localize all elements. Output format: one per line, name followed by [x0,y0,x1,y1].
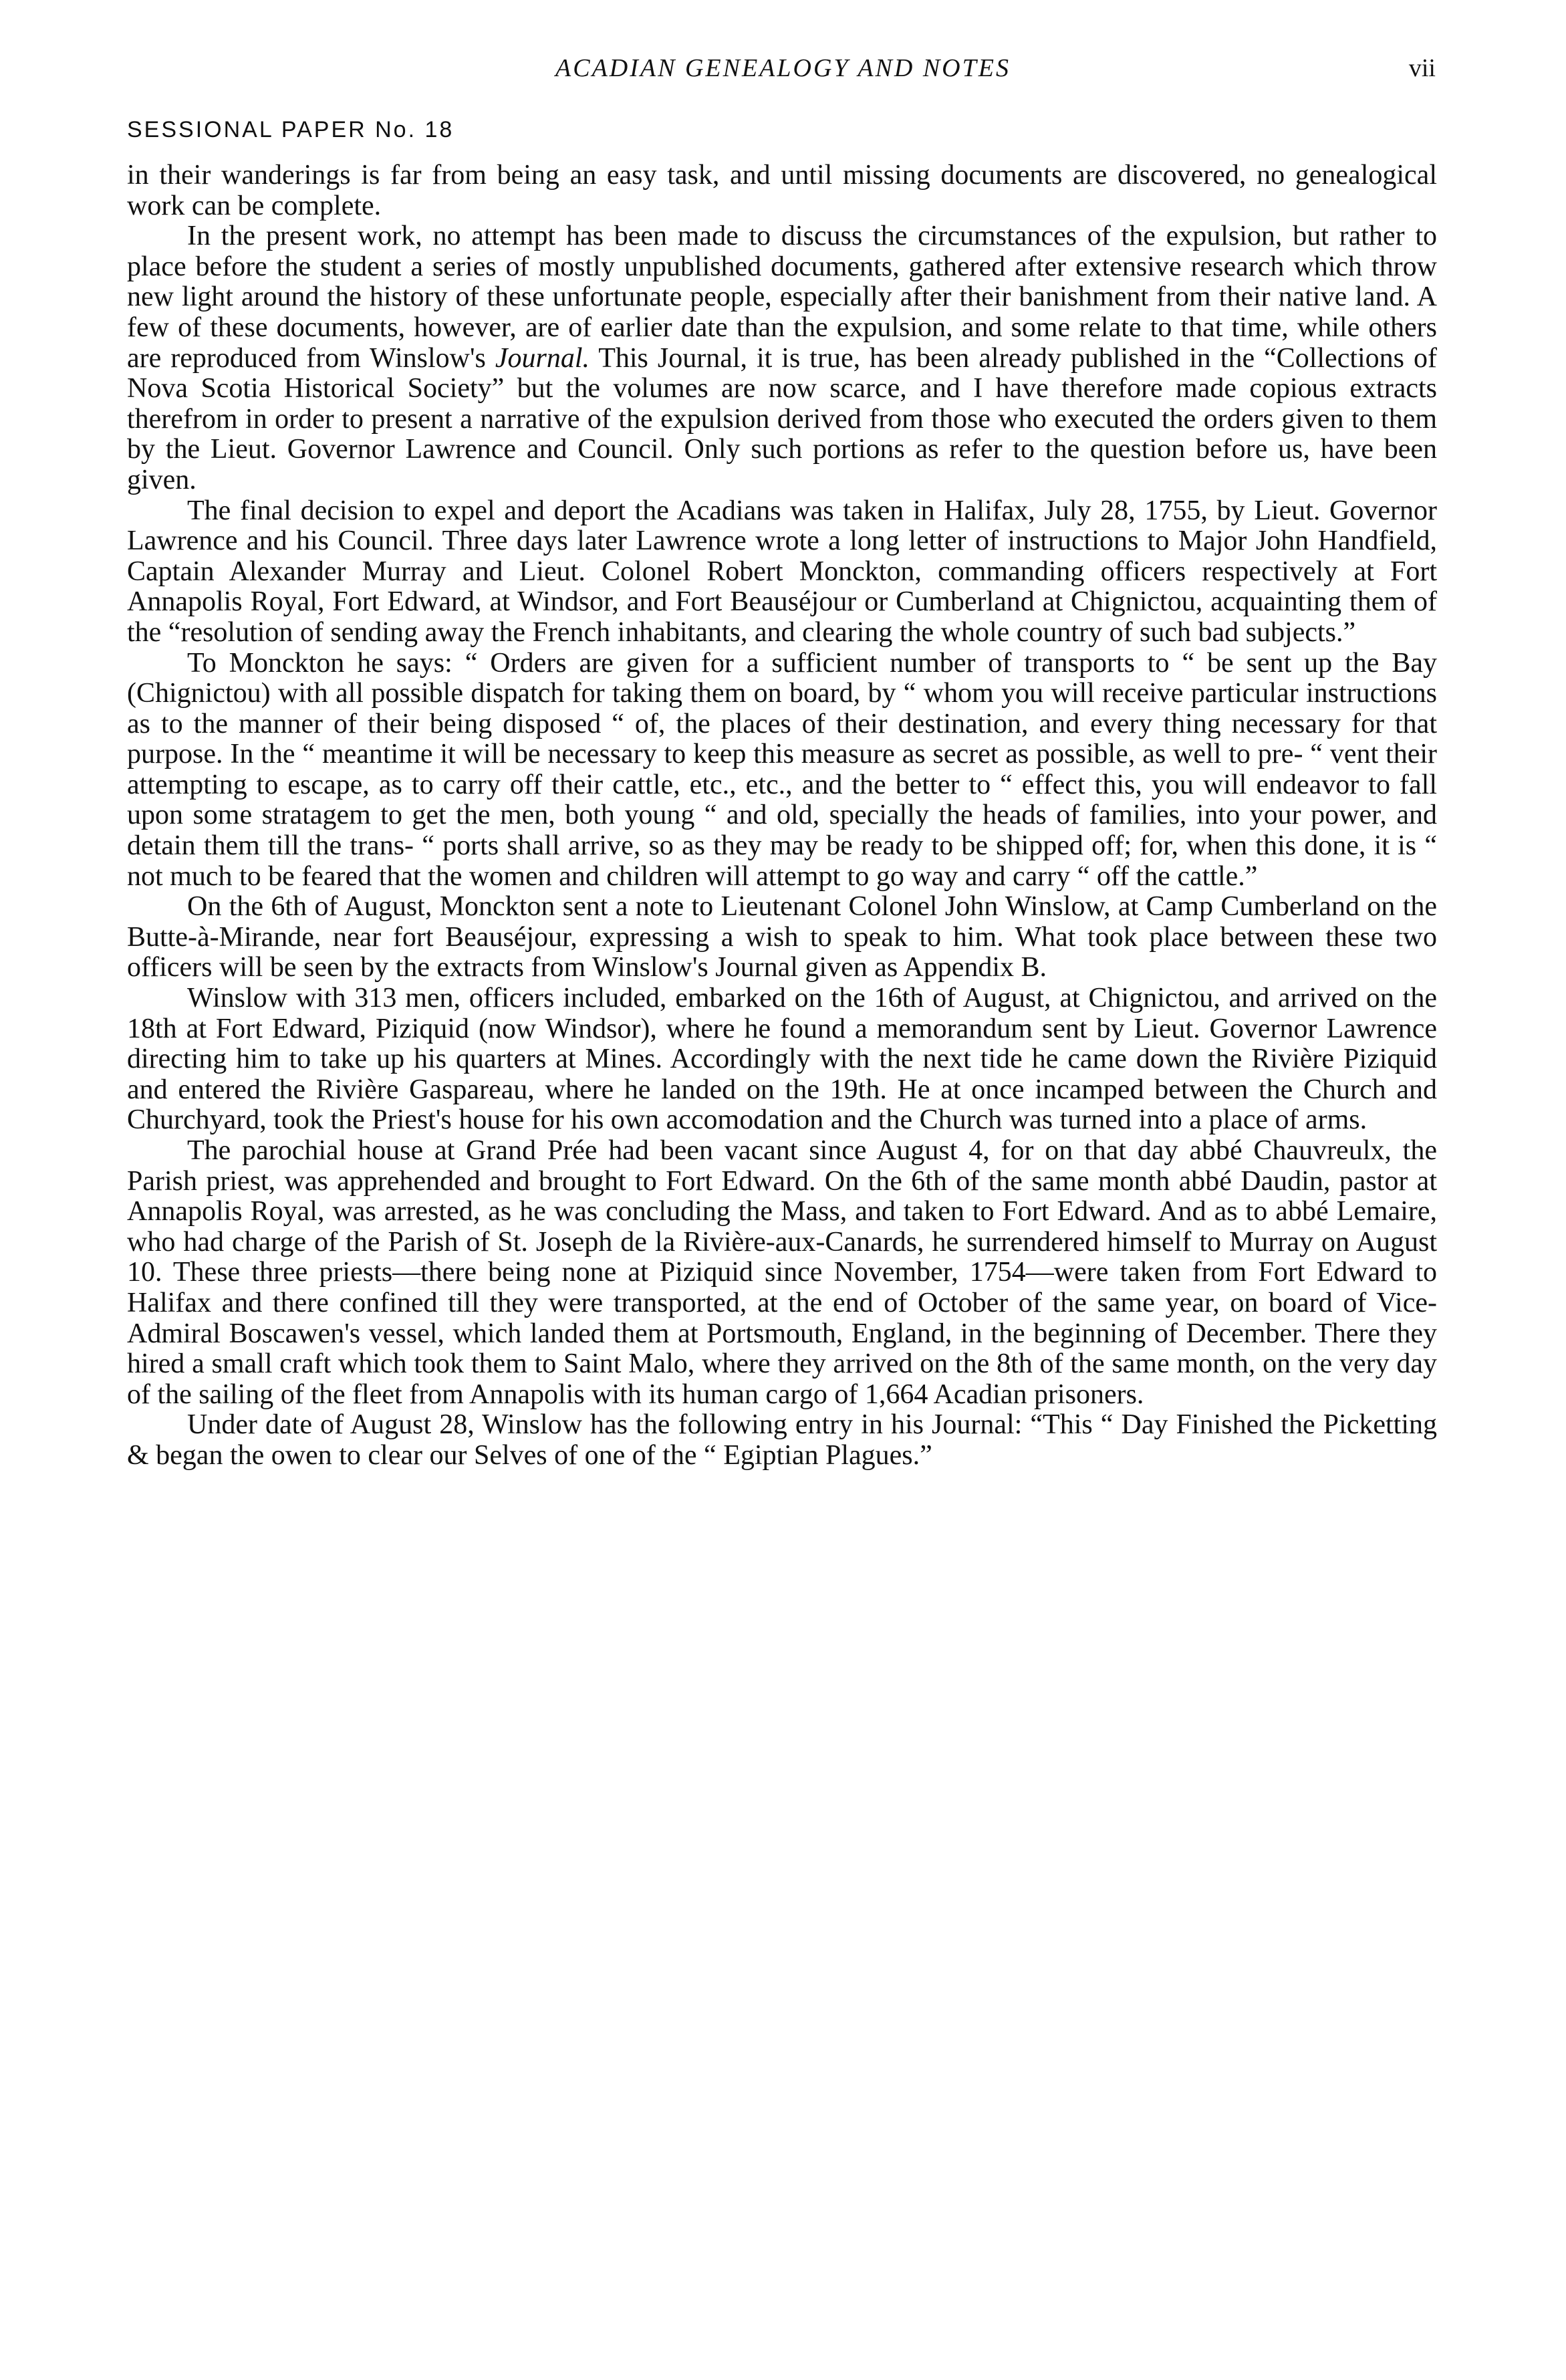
paragraph-final-decision: The final decision to expel and deport the Acadians was taken in Halifax, July 28, 1755, by Lieut. Governor Lawrence and his Council. Three days later Lawrence wrote a long letter of instructions to Major John Handfield, Captain Alexander Murray and Lieut. Colonel Robert Monckton, commanding officers respectively at Fort Annapolis Royal, Fort Edward, at Windsor, and Fort Beauséjour or Cumberland at Chignictou, acquainting them of the “resolution of sending away the French inhabitants, and clearing the whole country of such bad subjects.” [127,495,1437,648]
paragraph-august-6: On the 6th of August, Monckton sent a note to Lieutenant Colonel John Winslow, at Camp Cumberland on the Butte-à-Mirande, near fort Beauséjour, expressing a wish to speak to him. What took place between these two officers will be seen by the extracts from Winslow's Journal given as Appendix B. [127,891,1437,983]
paragraph-text: This Journal, it is true, has been already published in the “Collections of Nova Scotia Historical Society” but the volumes are now scarce, and I have therefore made copious extracts therefrom in order to present a narrative of the expulsion derived from those who executed the orders given to them by the Lieut. Governor Lawrence and Council. Only such portions as refer to the question before us, have been given. [127,342,1437,495]
sessional-paper-label: SESSIONAL PAPER No. 18 [127,117,454,142]
paragraph-continuation: in their wanderings is far from being an easy task, and until missing documents are discovered, no genealogical work can be complete. [127,160,1437,221]
paragraph-parochial-house: The parochial house at Grand Prée had been vacant since August 4, for on that day abbé Chauvreulx, the Parish priest, was apprehended and brought to Fort Edward. On the 6th of the same month abbé Daudin, pastor at Annapolis Royal, was arrested, as he was concluding the Mass, and taken to Fort Edward. And as to abbé Lemaire, who had charge of the Parish of St. Joseph de la Rivière-aux-Canards, he surrendered himself to Murray on August 10. These three priests—there being none at Piziquid since November, 1754—were taken from Fort Edward to Halifax and there confined till they were transported, at the end of October of the same year, on board of Vice-Admiral Boscawen's vessel, which landed them at Portsmouth, England, in the beginning of December. There they hired a small craft which took them to Saint Malo, where they arrived on the 8th of the same month, on the very day of the sailing of the fleet from Annapolis with its human cargo of 1,664 Acadian prisoners. [127,1135,1437,1410]
paragraph-winslow-313: Winslow with 313 men, officers included, embarked on the 16th of August, at Chignictou, and arrived on the 18th at Fort Edward, Piziquid (now Windsor), where he found a memorandum sent by Lieut. Governor Lawrence directing him to take up his quarters at Mines. Accordingly with the next tide he came down the Rivière Piziquid and entered the Rivière Gaspareau, where he landed on the 19th. He at once incamped between the Church and Churchyard, took the Priest's house for his own accomodation and the Church was turned into a place of arms. [127,983,1437,1136]
body-text [127,160,1437,1471]
journal-italic: Journal. [495,342,590,374]
page-number: vii [1408,54,1436,82]
running-title: ACADIAN GENEALOGY AND NOTES [555,54,1011,82]
paragraph-present-work [127,221,1437,495]
paragraph-monckton-quote: To Monckton he says: “ Orders are given for a sufficient number of transports to “ be sent up the Bay (Chignictou) with all possible dispatch for taking them on board, by “ whom you will receive particular instructions as to the manner of their being disposed “ of, the places of their destination, and every thing necessary for that purpose. In the “ meantime it will be necessary to keep this measure as secret as possible, as well to pre- “ vent their attempting to escape, as to carry off their cattle, etc., etc., and the better to “ effect this, you will endeavor to fall upon some stratagem to get the men, both young “ and old, specially the heads of families, into your power, and detain them till the trans- “ ports shall arrive, so as they may be ready to be shipped off; for, when this done, it is “ not much to be feared that the women and children will attempt to go way and carry “ off the cattle.” [127,647,1437,892]
paragraph-august-28: Under date of August 28, Winslow has the following entry in his Journal: “This “ Day Finished the Picketting & began the owen to clear our Selves of one of the “ Egiptian Plagues.” [127,1409,1437,1471]
paragraph-text: In the present work, no attempt has been made to discuss the circumstances of the expulsion, but rather to place before the student a series of mostly unpublished documents, gathered after extensive research which throw new light around the history of these unfortunate people, especially after their banishment from their native land. A few of these documents, however, are of earlier date than the expulsion, and some relate to that time, while others are reproduced from Winslow's [127,221,1437,374]
running-header [127,47,1439,94]
